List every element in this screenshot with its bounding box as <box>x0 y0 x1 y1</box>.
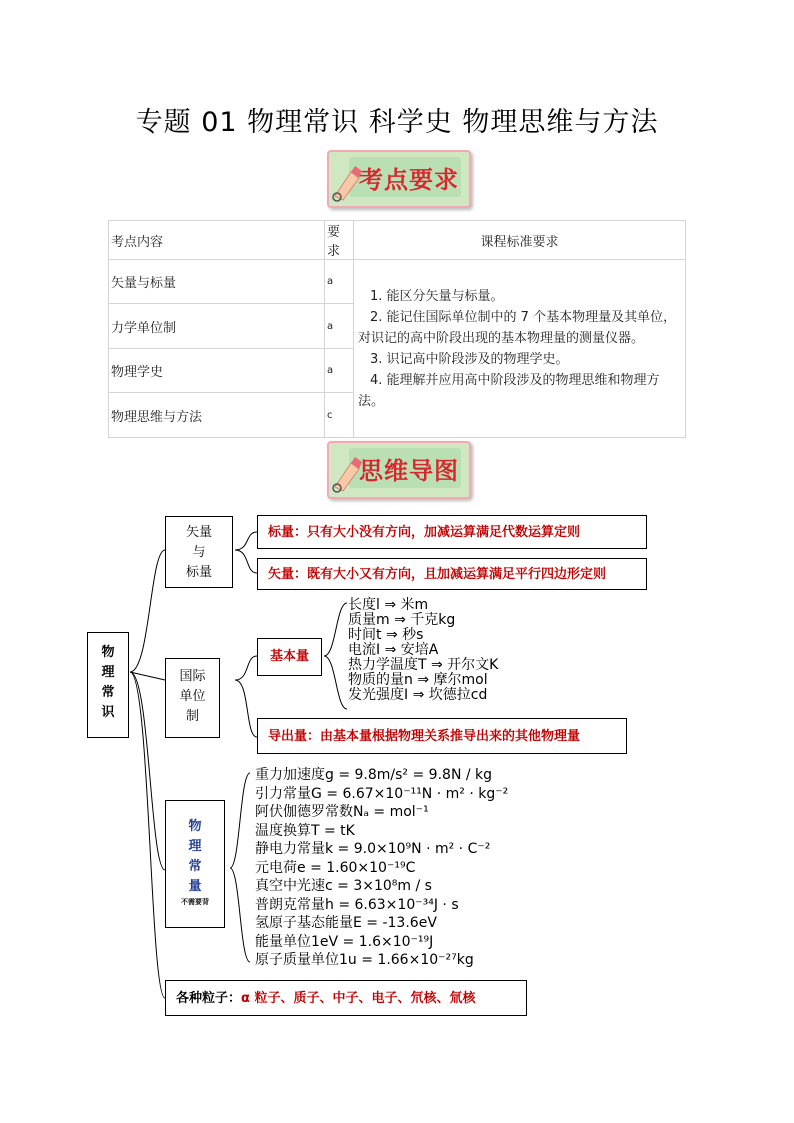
row-content: 物理学史 <box>109 349 325 393</box>
constants-node <box>165 800 225 928</box>
node-line: 国际 <box>179 669 206 684</box>
base-unit-item: 电流I ⇒ 安培A <box>348 642 439 658</box>
node-line: 常 <box>188 859 202 874</box>
node-line: 标量 <box>185 565 212 580</box>
node-line: 理 <box>188 839 202 854</box>
particles-box <box>165 980 527 1016</box>
root-char: 识 <box>101 705 115 720</box>
si-unit-node <box>165 658 220 738</box>
header-level: 要求 <box>325 221 354 260</box>
scalar-definition: 标量：只有大小没有方向，加减运算满足代数运算定则 <box>257 515 647 549</box>
constant-item: 静电力常量k = 9.0×10⁹N · m² · C⁻² <box>255 841 491 857</box>
particles-label: 各种粒子： <box>176 991 242 1006</box>
constants-note: 不需要背 <box>181 898 209 906</box>
constant-item: 重力加速度g = 9.8m/s² = 9.8N / kg <box>255 767 493 783</box>
constant-item: 原子质量单位1u = 1.66×10⁻²⁷kg <box>255 952 474 968</box>
page-title: 专题 01 物理常识 科学史 物理思维与方法 <box>135 107 659 138</box>
derived-quantity-definition: 导出量：由基本量根据物理关系推导出来的其他物理量 <box>257 718 627 754</box>
row-content: 矢量与标量 <box>109 260 325 304</box>
root-char: 物 <box>101 645 115 660</box>
constant-item: 阿伏伽德罗常数Nₐ = mol⁻¹ <box>255 804 429 820</box>
standard-item: 4. 能理解并应用高中阶段涉及的物理思维和物理方法。 <box>358 372 660 409</box>
constant-item: 元电荷e = 1.60×10⁻¹⁹C <box>255 859 416 876</box>
row-level: a <box>325 260 354 304</box>
base-unit-item: 长度l ⇒ 米m <box>348 597 429 613</box>
row-level: a <box>325 349 354 393</box>
header-content: 考点内容 <box>109 221 325 260</box>
standard-item: 3. 识记高中阶段涉及的物理学史。 <box>370 351 569 367</box>
base-unit-item: 发光强度I ⇒ 坎德拉cd <box>348 687 488 703</box>
node-line: 量 <box>188 879 202 894</box>
base-unit-item: 质量m ⇒ 千克kg <box>348 612 456 628</box>
constant-item: 能量单位1eV = 1.6×10⁻¹⁹J <box>255 933 434 950</box>
constants-list <box>255 766 575 970</box>
row-level: a <box>325 304 354 349</box>
constant-item: 引力常量G = 6.67×10⁻¹¹N · m² · kg⁻² <box>255 785 509 802</box>
standard-item: 1. 能区分矢量与标量。 <box>370 288 504 304</box>
node-line: 物 <box>188 819 202 834</box>
row-content: 物理思维与方法 <box>109 393 325 438</box>
constant-item: 普朗克常量h = 6.63×10⁻³⁴J · s <box>255 896 459 913</box>
vector-scalar-node <box>165 516 233 588</box>
standard-item: 2. 能记住国际单位制中的 7 个基本物理量及其单位，对识记的高中阶段出现的基本物理量的测量仪器。 <box>358 309 677 346</box>
node-line: 单位 <box>179 689 206 704</box>
constant-item: 真空中光速c = 3×10⁸m / s <box>255 878 432 894</box>
header-standard: 课程标准要求 <box>354 221 686 260</box>
vector-definition: 矢量：既有大小又有方向，且加减运算满足平行四边形定则 <box>257 558 647 590</box>
base-unit-item: 热力学温度T ⇒ 开尔文K <box>348 657 499 673</box>
exam-points-banner-label: 考点要求 <box>359 166 459 194</box>
row-content: 力学单位制 <box>109 304 325 349</box>
node-line: 矢量 <box>185 525 212 540</box>
node-line: 与 <box>192 545 206 560</box>
root-char: 理 <box>101 665 115 680</box>
constant-item: 温度换算T = tK <box>255 822 355 839</box>
particles-list: α 粒子、质子、中子、电子、氘核、氚核 <box>241 991 476 1006</box>
base-units-list <box>348 598 548 703</box>
base-unit-item: 物质的量n ⇒ 摩尔mol <box>348 672 488 688</box>
base-unit-item: 时间t ⇒ 秒s <box>348 627 424 643</box>
node-line: 制 <box>185 709 199 724</box>
constant-item: 氢原子基态能量E = -13.6eV <box>255 915 437 931</box>
root-char: 常 <box>101 685 115 700</box>
root-node <box>87 632 129 738</box>
mind-map-banner-label: 思维导图 <box>359 457 459 485</box>
row-level: c <box>325 393 354 438</box>
base-quantity-node: 基本量 <box>257 638 322 676</box>
